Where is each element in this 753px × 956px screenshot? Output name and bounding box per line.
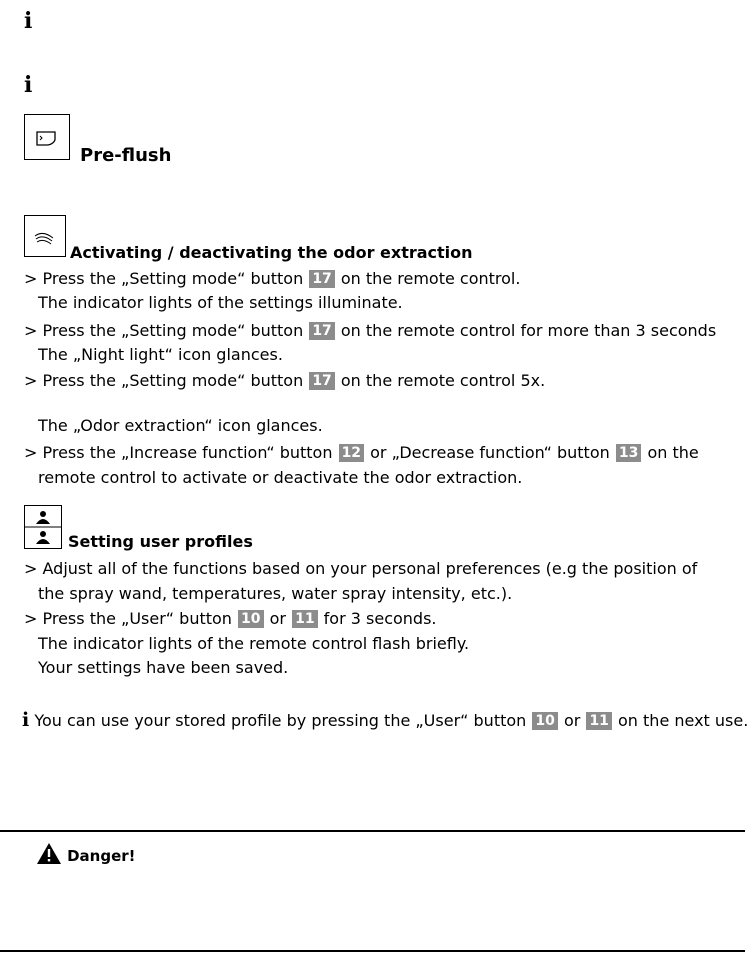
step-text: the spray wand, temperatures, water spray intensity, etc.). [38,584,513,603]
section-title-user-profiles: Setting user profiles [68,532,253,551]
step-result: The „Night light“ icon glances. [38,345,283,364]
step-text: or „Decrease function“ button [370,443,610,462]
step-text: on the remote control. [340,269,521,288]
list-item [24,442,699,464]
step-text: on the [647,443,699,462]
button-number-badge: 13 [616,444,641,462]
button-number-badge: 10 [238,610,263,628]
preflush-icon [24,114,70,160]
danger-label: Danger! [67,847,136,865]
step-text: > Press the „Setting mode“ button [24,269,304,288]
note-text: or [563,711,581,730]
step-text: > Press the „User“ button [24,609,232,628]
section-title-preflush: Pre-flush [80,145,172,166]
section-title-odor-extraction: Activating / deactivating the odor extraction [70,243,473,262]
step-text: or [269,609,286,628]
list-item [24,268,520,290]
info-icon: i [22,709,30,731]
list-item [24,608,437,630]
info-icon: i [24,72,33,98]
info-note [22,709,748,732]
step-text: > Press the „Setting mode“ button [24,321,304,340]
list-item [24,320,716,342]
user-profiles-icon [24,505,62,549]
divider-bottom [0,950,745,952]
step-result: Your settings have been saved. [38,658,289,677]
step-text: > Press the „Setting mode“ button [24,371,304,390]
divider-top [0,830,745,832]
button-number-badge: 11 [292,610,317,628]
button-number-badge: 12 [339,444,364,462]
step-result: The „Odor extraction“ icon glances. [38,416,323,435]
note-text: on the next use. [618,711,749,730]
step-result: The indicator lights of the remote control flash briefly. [38,634,470,653]
step-text: remote control to activate or deactivate the odor extraction. [38,468,523,487]
step-text: on the remote control 5x. [340,371,546,390]
button-number-badge: 10 [532,712,557,730]
list-item [24,370,545,392]
step-text: on the remote control for more than 3 seconds [340,321,717,340]
list-item: > Adjust all of the functions based on your personal preferences (e.g the position of [24,559,698,578]
button-number-badge: 17 [309,372,334,390]
warning-triangle-icon [36,842,62,869]
button-number-badge: 11 [586,712,611,730]
step-text: for 3 seconds. [323,609,437,628]
step-result: The indicator lights of the settings illuminate. [38,293,403,312]
danger-header [36,842,136,869]
note-text: You can use your stored profile by pressing the „User“ button [34,711,527,730]
odor-extraction-icon [24,215,66,257]
button-number-badge: 17 [309,322,334,340]
info-icon: i [24,8,33,34]
step-text: > Press the „Increase function“ button [24,443,333,462]
button-number-badge: 17 [309,270,334,288]
